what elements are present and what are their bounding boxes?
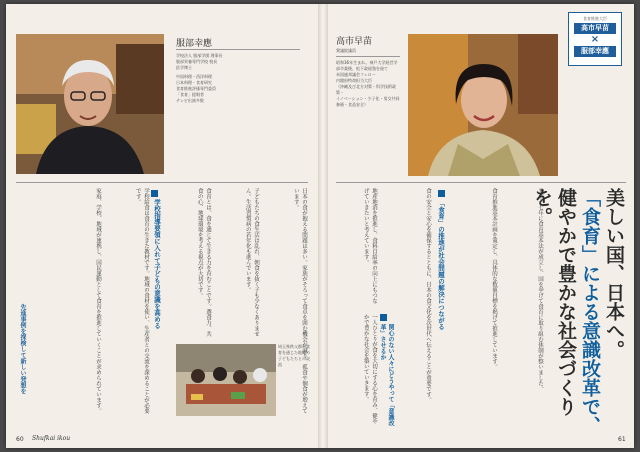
section-heading: 関心のない人々にどうやって「意識改革」させるか: [379, 324, 394, 426]
profile-hattori: [176, 74, 300, 104]
section-heading: 「食育」の推進が社会問題の解決につながる: [437, 200, 445, 330]
sidebar-heading: 先進事例を探検して新しい発想を: [19, 304, 26, 394]
headline-line: 美しい国、日本へ。: [603, 188, 625, 359]
bio-line: 昭和36年生まれ。神戸大学経営学部卒業後、松下政経塾を経て: [336, 60, 398, 71]
bio-line: 医学博士: [176, 65, 192, 70]
badge-name-2: 服部幸應: [574, 46, 616, 57]
heading-marker: [438, 190, 445, 197]
publication-name: Shufkai ikou: [32, 435, 71, 442]
name-hattori: 服部幸應: [176, 39, 213, 49]
bio-line: （沖縄及び北方対策・科学技術政策・: [336, 84, 396, 95]
heading-marker: [380, 314, 387, 321]
section-heading: 学校指導要領に入れて子どもの意識を高める: [153, 199, 161, 329]
heading-marker: [151, 190, 158, 197]
bio-takaichi: [336, 60, 400, 108]
profile-line: 「食育」提唱者: [176, 92, 204, 97]
page-number-right: 61: [618, 436, 626, 443]
body-column: 食育推進基本計画を策定し、具体的な数値目標を掲げて推進しています。: [491, 188, 497, 370]
page-number-left: 60: [16, 436, 24, 443]
cross-mark: ×: [590, 34, 600, 45]
profile-line: 日本料理・食育研究: [176, 80, 212, 85]
bio-line: 学校法人 服部学園 理事長: [176, 53, 223, 58]
name-rule-left: [176, 49, 300, 50]
bio-line: 内閣府特命担当大臣: [336, 78, 372, 83]
headline-line: 健やかで豊かな社会づくりを。: [531, 188, 577, 416]
bio-hattori: [176, 53, 236, 71]
name-rule-right: [336, 56, 400, 57]
profile-line: 中国料理・西洋料理: [176, 74, 212, 79]
name-takaichi: 高市早苗: [336, 37, 373, 47]
portrait-takaichi: [408, 34, 558, 176]
body-column: 学校給食は食育の生きた教材です。地域の食材を使い、生産者との交流を深めることが必要です。: [134, 188, 149, 414]
bio-line: 米国連邦議会フェロー: [336, 72, 376, 77]
body-column: 食の安全と安心を確保するとともに、日本の食文化を次世代へ伝えることが重要です。: [425, 188, 431, 403]
body-column: 食育とは、食を通じて生きる力を育むことです。選食力、共食の心、地球環境を考える視点が大切です。: [196, 188, 211, 337]
class-photo: [176, 344, 276, 416]
body-column: 平成十七年に食育基本法が成立し、国を挙げて食育に取り組む体制が整いました。: [537, 188, 543, 392]
bio-line: 服部栄養専門学校 校長: [176, 59, 218, 64]
body-column: 日本の食が抱える問題は多い。家族がそろって食卓を囲む機会が減り、孤食や個食が増えています。: [292, 188, 307, 414]
section-rule-right: [336, 182, 626, 183]
body-column: 家庭、学校、地域が連携し、国民運動として食育を推進していくことが求められています。: [95, 188, 101, 414]
body-column: 一人ひとりが食を大切にする心を育み、健やかで豊かな社会を築いていきます。: [362, 314, 377, 424]
sidebar-text: [36, 304, 56, 424]
profile-line: 食育推進評価専門委員: [176, 86, 216, 91]
magazine-spread: [6, 4, 634, 448]
portrait-hattori: [16, 34, 164, 174]
profile-line: テレビ出演多数: [176, 98, 204, 103]
left-page: [6, 4, 318, 448]
badge-name-1: 高市早苗: [574, 23, 616, 34]
headline-line: 「食育」による意識改革で、: [579, 188, 601, 435]
role-takaichi: 衆議院議員: [336, 48, 356, 53]
body-column: 子どもたちの食生活は乱れ、朝食を抜く子も少なくありません。生活習慣病の若年化も進んでいます。: [244, 188, 259, 337]
photo-caption: 埼玉県秩父郡の食育を通じた地域の子どもたちとの交流: [278, 344, 310, 367]
badge-org: 食育推進大臣: [583, 16, 607, 21]
right-page: [328, 4, 634, 448]
section-rule-left: [16, 182, 308, 183]
gutter: [318, 4, 328, 448]
bio-line: イノベーション・少子化・男女共同参画・食品安全）: [336, 96, 400, 107]
body-column: 地産地消を推進し、食料自給率の向上にもつなげていきたいと考えています。: [362, 188, 377, 304]
dialogue-badge: [568, 12, 622, 66]
